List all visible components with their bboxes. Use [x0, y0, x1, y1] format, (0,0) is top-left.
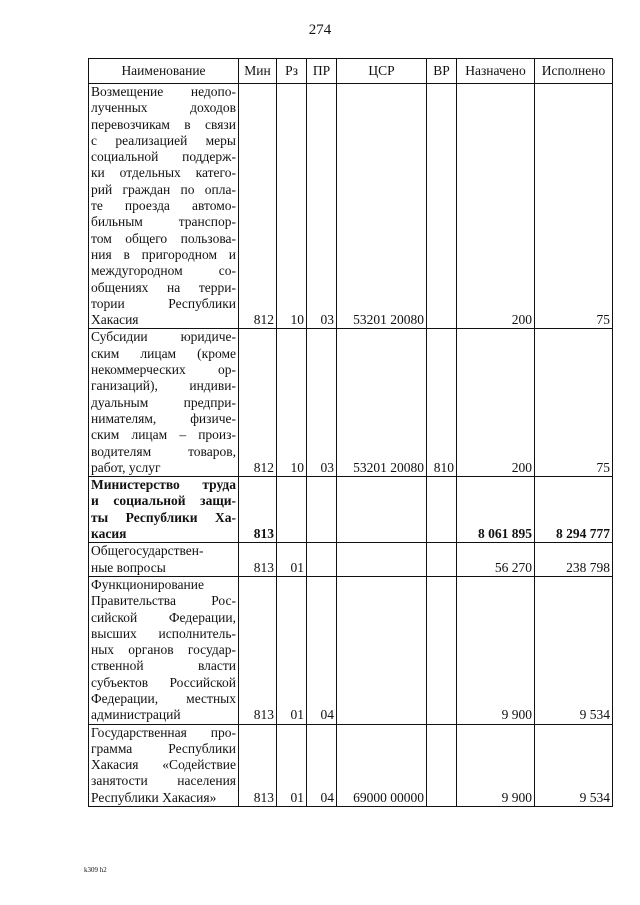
row-name-line: и социальной защи-: [91, 493, 236, 509]
row-name-line: занятости населения: [91, 773, 236, 789]
footer-code: k309 h2: [84, 866, 107, 874]
row-vr-cell: [427, 543, 457, 577]
row-name-line: с реализацией меры: [91, 132, 236, 148]
row-vr-cell: [427, 477, 457, 543]
row-executed-cell: 8 294 777: [535, 477, 613, 543]
row-assigned-cell: 56 270: [457, 543, 535, 577]
row-name-line: ты Республики Ха-: [91, 509, 236, 525]
header-rz: Рз: [277, 59, 307, 84]
row-rz-cell: 01: [277, 543, 307, 577]
row-name-line: Хакасия «Содействие: [91, 757, 236, 773]
table-row: [89, 329, 613, 477]
budget-table: [88, 58, 613, 807]
row-min-cell: 813: [239, 724, 277, 806]
row-csr-cell: 53201 20080: [337, 329, 427, 477]
row-name-line: администраций: [91, 707, 181, 723]
row-name-line: Правительства Рос-: [91, 593, 236, 609]
row-name-cell: [89, 477, 239, 543]
row-assigned-cell: 200: [457, 329, 535, 477]
row-name-line: перевозчикам в связи: [91, 116, 236, 132]
row-name-line: дуальным предпри-: [91, 394, 236, 410]
row-min-cell: 813: [239, 543, 277, 577]
header-assigned: Назначено: [457, 59, 535, 84]
row-assigned-cell: 9 900: [457, 576, 535, 724]
row-assigned-cell: 9 900: [457, 724, 535, 806]
row-name-line: тории Республики: [91, 295, 236, 311]
table-row: [89, 84, 613, 329]
table-row: [89, 543, 613, 577]
row-name-cell: [89, 84, 239, 329]
row-name-line: ственной власти: [91, 658, 236, 674]
table-row: [89, 576, 613, 724]
row-min-cell: 812: [239, 329, 277, 477]
row-pr-cell: 03: [307, 329, 337, 477]
header-vr: ВР: [427, 59, 457, 84]
row-name-line: Республики Хакасия»: [91, 789, 217, 805]
row-name-line: ки отдельных катего-: [91, 165, 236, 181]
row-name-line: ским лицам – произ-: [91, 427, 236, 443]
page-number: 274: [308, 22, 332, 38]
row-name-cell: [89, 576, 239, 724]
row-executed-cell: 75: [535, 84, 613, 329]
row-min-cell: 812: [239, 84, 277, 329]
row-name-cell: [89, 724, 239, 806]
row-vr-cell: [427, 84, 457, 329]
row-name-line: высших исполнитель-: [91, 625, 236, 641]
row-name-line: водителям товаров,: [91, 443, 236, 459]
row-name-line: Функционирование: [91, 576, 204, 592]
row-executed-cell: 75: [535, 329, 613, 477]
row-name-line: Возмещение недопо-: [91, 84, 236, 99]
row-name-line: те проезда автомо-: [91, 198, 236, 214]
row-assigned-cell: 8 061 895: [457, 477, 535, 543]
row-pr-cell: [307, 477, 337, 543]
row-rz-cell: 10: [277, 329, 307, 477]
row-executed-cell: 238 798: [535, 543, 613, 577]
row-name-line: Общегосударствен-: [91, 543, 204, 559]
row-name-line: социальной поддерж-: [91, 149, 236, 165]
row-rz-cell: 01: [277, 724, 307, 806]
row-pr-cell: [307, 543, 337, 577]
row-name-line: субъектов Российской: [91, 674, 236, 690]
header-pr: ПР: [307, 59, 337, 84]
table-row: [89, 724, 613, 806]
row-name-line: касия: [91, 526, 127, 542]
row-rz-cell: [277, 477, 307, 543]
row-name-line: ганизаций), индиви-: [91, 378, 236, 394]
row-name-line: работ, услуг: [91, 459, 161, 475]
row-executed-cell: 9 534: [535, 724, 613, 806]
row-csr-cell: [337, 576, 427, 724]
row-name-line: общениях на терри-: [91, 279, 236, 295]
row-name-line: том общего пользова-: [91, 230, 236, 246]
row-rz-cell: 01: [277, 576, 307, 724]
row-name-line: грамма Республики: [91, 740, 236, 756]
row-name-line: Субсидии юридиче-: [91, 329, 236, 345]
row-csr-cell: [337, 543, 427, 577]
row-name-line: Государственная про-: [91, 724, 236, 740]
row-pr-cell: 04: [307, 724, 337, 806]
row-vr-cell: [427, 724, 457, 806]
header-min: Мин: [239, 59, 277, 84]
row-name-line: бильным транспор-: [91, 214, 236, 230]
row-name-line: Федерации, местных: [91, 690, 236, 706]
header-csr: ЦСР: [337, 59, 427, 84]
row-name-line: Хакасия: [91, 312, 139, 328]
row-name-line: ским лицам (кроме: [91, 345, 236, 361]
row-name-line: ния в пригородном и: [91, 246, 236, 262]
row-name-line: ные вопросы: [91, 559, 166, 575]
row-vr-cell: 810: [427, 329, 457, 477]
row-name-line: ных органов государ-: [91, 642, 236, 658]
header-name: Наименование: [89, 59, 239, 84]
row-min-cell: 813: [239, 576, 277, 724]
row-name-cell: [89, 329, 239, 477]
row-executed-cell: 9 534: [535, 576, 613, 724]
row-name-line: рий граждан по опла-: [91, 181, 236, 197]
row-pr-cell: 04: [307, 576, 337, 724]
header-executed: Исполнено: [535, 59, 613, 84]
row-assigned-cell: 200: [457, 84, 535, 329]
row-min-cell: 813: [239, 477, 277, 543]
row-name-line: Министерство труда: [91, 477, 236, 493]
row-csr-cell: 53201 20080: [337, 84, 427, 329]
row-name-cell: [89, 543, 239, 577]
row-csr-cell: 69000 00000: [337, 724, 427, 806]
row-vr-cell: [427, 576, 457, 724]
table-row: [89, 477, 613, 543]
row-name-line: нимателям, физиче-: [91, 410, 236, 426]
row-name-line: сийской Федерации,: [91, 609, 236, 625]
row-name-line: междугородном со-: [91, 263, 236, 279]
table-body: [89, 84, 613, 807]
table-header-row: [89, 59, 613, 84]
row-rz-cell: 10: [277, 84, 307, 329]
row-name-line: лученных доходов: [91, 100, 236, 116]
row-name-line: некоммерческих ор-: [91, 362, 236, 378]
row-pr-cell: 03: [307, 84, 337, 329]
row-csr-cell: [337, 477, 427, 543]
